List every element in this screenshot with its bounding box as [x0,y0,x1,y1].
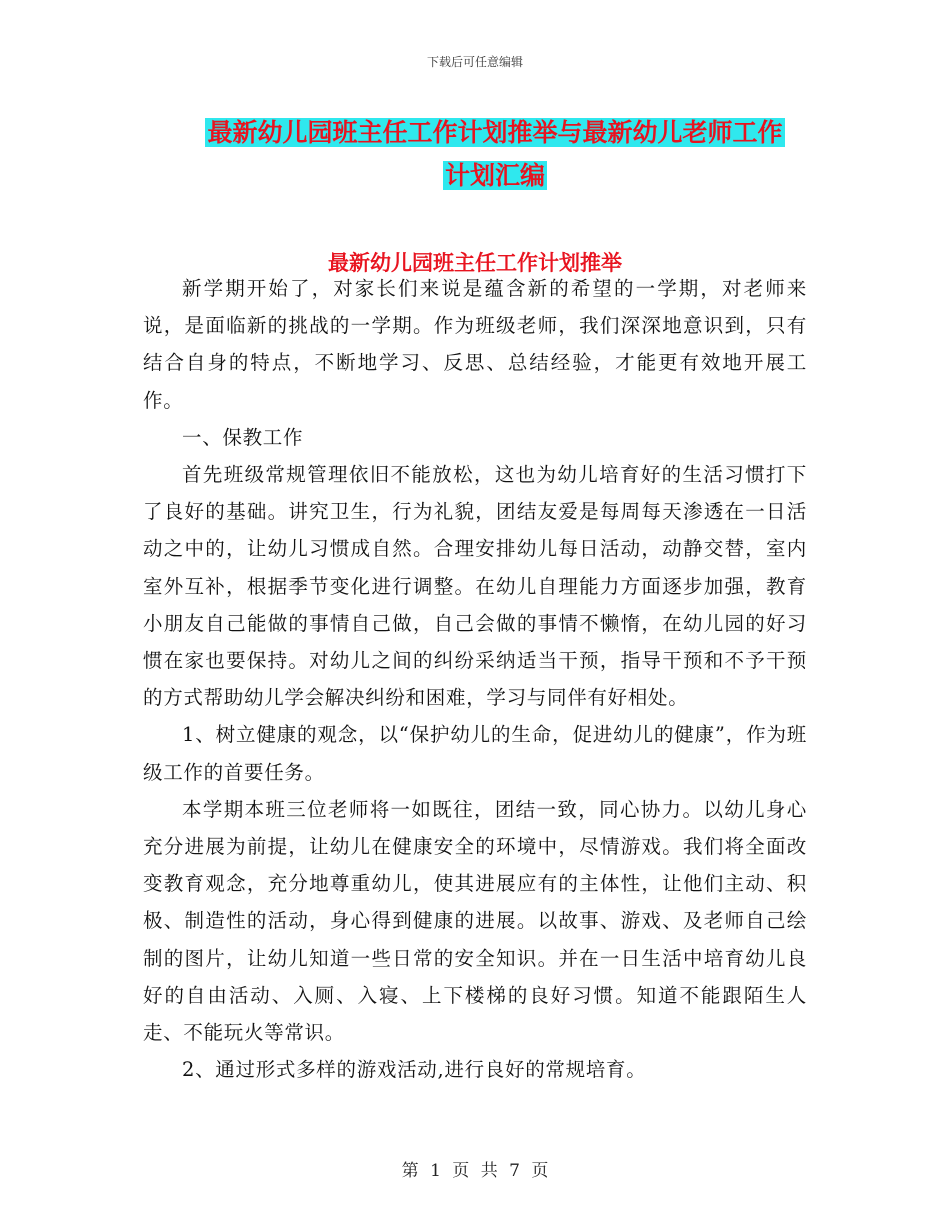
title-line-1: 最新幼儿园班主任工作计划推举与最新幼儿老师工作 [207,118,783,147]
header-note: 下载后可任意编辑 [426,55,523,69]
body-text [143,270,807,1088]
title-line-2: 计划汇编 [444,161,545,190]
paragraph: 1、树立健康的观念，以“保护幼儿的生命，促进幼儿的健康”，作为班级工作的首要任务。 [143,723,807,784]
page-footer: 第 1 页 共 7 页 [401,1161,549,1181]
paragraph: 新学期开始了，对家长们来说是蕴含新的希望的一学期，对老师来说，是面临新的挑战的一学期。作为班级老师，我们深深地意识到，只有结合自身的特点，不断地学习、反思、总结经验，才能更有效地开展工作。 [143,277,807,412]
paragraph: 一、保教工作 [182,425,304,449]
paragraph: 本学期本班三位老师将一如既往，团结一致，同心协力。以幼儿身心充分进展为前提，让幼儿在健康安全的环境中，尽情游戏。我们将全面改变教育观念，充分地尊重幼儿，使其进展应有的主体性，让他们主动、积极、制造性的活动，身心得到健康的进展。以故事、游戏、及老师自己绘制的图片，让幼儿知道一些日常的安全知识。并在一日生活中培育幼儿良好的自由活动、入厕、入寝、上下楼梯的良好习惯。知道不能跟陌生人走、不能玩火等常识。 [143,797,807,1045]
paragraph: 首先班级常规管理依旧不能放松，这也为幼儿培育好的生活习惯打下了良好的基础。讲究卫生，行为礼貌，团结友爱是每周每天渗透在一日活动之中的，让幼儿习惯成自然。合理安排幼儿每日活动，动静交替，室内室外互补，根据季节变化进行调整。在幼儿自理能力方面逐步加强，教育小朋友自己能做的事情自己做，自己会做的事情不懒惰，在幼儿园的好习惯在家也要保持。对幼儿之间的纠纷采纳适当干预，指导干预和不予干预的方式帮助幼儿学会解决纠纷和困难，学习与同伴有好相处。 [143,463,807,710]
section-title: 最新幼儿园班主任工作计划推举 [328,250,622,275]
paragraph: 2、通过形式多样的游戏活动,进行良好的常规培育。 [182,1058,647,1082]
document-title [140,111,850,197]
